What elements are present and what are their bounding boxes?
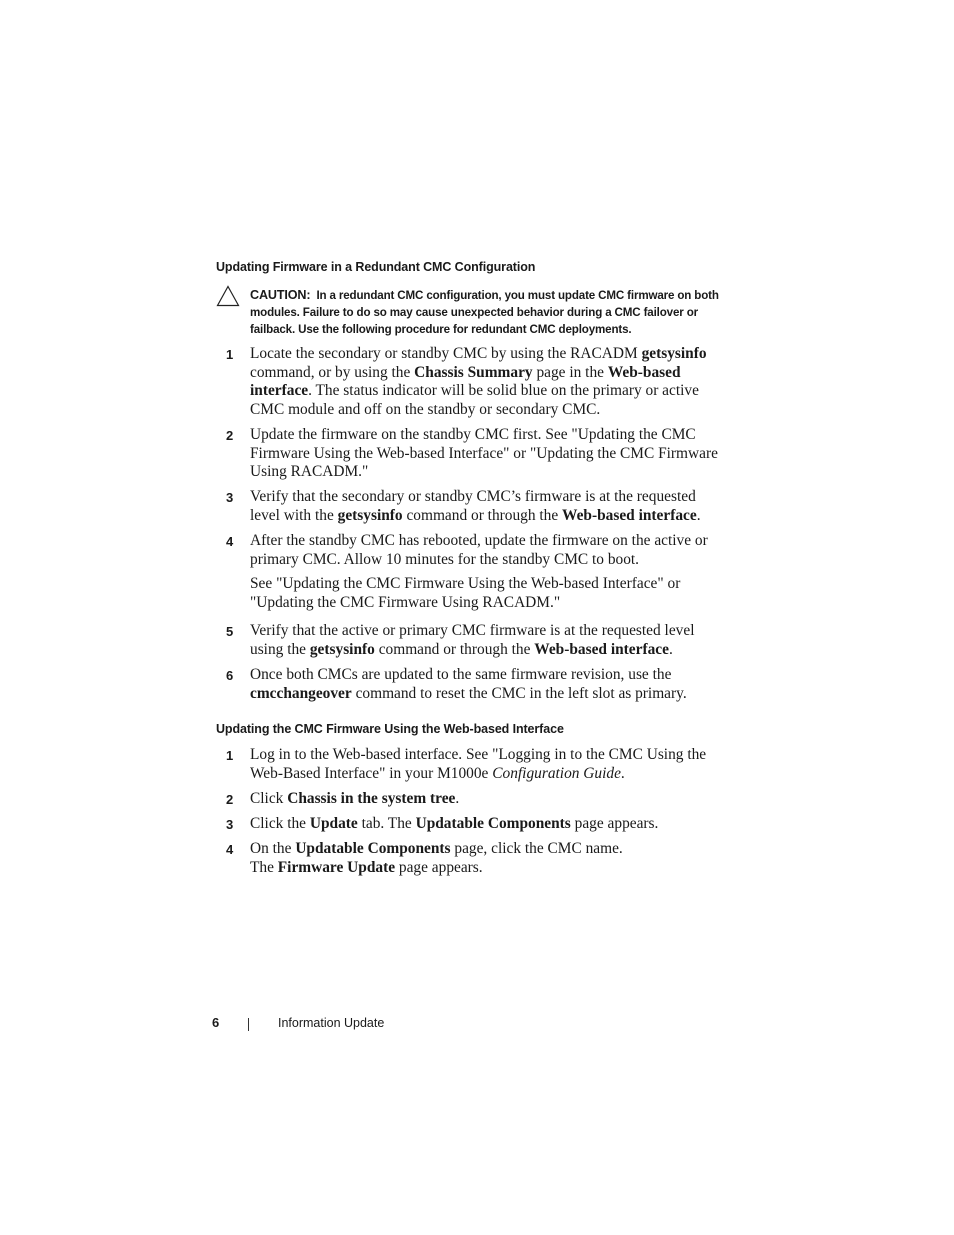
footer-title: Information Update — [278, 1016, 385, 1030]
step-number: 1 — [226, 748, 234, 763]
step-text: Locate the secondary or standby CMC by using the RACADM getsysinfo command, or by using the Chassis Summary page in the Web-based interface. The status indicator will be solid blue on the primary or active CMC module and off on the standby or secondary CMC. — [250, 345, 707, 419]
step-number: 2 — [226, 792, 234, 807]
step-text: Once both CMCs are updated to the same firmware revision, use the cmcchangeover command to reset the CMC in the left slot as primary. — [250, 666, 687, 702]
caution-text — [250, 287, 730, 338]
step-note: See "Updating the CMC Firmware Using the Web-based Interface" or "Updating the CMC Firmware Using RACADM." — [250, 575, 681, 611]
step-number: 5 — [226, 624, 234, 639]
step-text: After the standby CMC has rebooted, update the firmware on the active or primary CMC. Allow 10 minutes for the standby CMC to boot. — [250, 532, 708, 568]
step-number: 6 — [226, 668, 234, 683]
step-text: Click the Update tab. The Updatable Components page appears. — [250, 815, 659, 832]
step-text: Update the firmware on the standby CMC first. See "Updating the CMC Firmware Using the Web-based Interface" or "Updating the CMC Firmware Using RACADM." — [250, 426, 718, 481]
step-number: 4 — [226, 842, 234, 857]
section-heading-redundant: Updating Firmware in a Redundant CMC Configuration — [216, 260, 536, 274]
step-number: 4 — [226, 534, 234, 549]
section-heading-web-update: Updating the CMC Firmware Using the Web-based Interface — [216, 722, 564, 736]
step-number: 3 — [226, 817, 234, 832]
footer-divider — [248, 1018, 249, 1031]
caution-label: CAUTION: — [250, 288, 311, 302]
step-number: 1 — [226, 347, 234, 362]
step-number: 3 — [226, 490, 234, 505]
page-number: 6 — [212, 1015, 220, 1030]
step-text: Verify that the active or primary CMC firmware is at the requested level using the getsysinfo command or through the Web-based interface. — [250, 622, 695, 658]
step-text: Click Chassis in the system tree. — [250, 790, 460, 807]
step-text: On the Updatable Components page, click the CMC name. The Firmware Update page appears. — [250, 840, 623, 876]
step-number: 2 — [226, 428, 234, 443]
caution-triangle-icon — [216, 285, 240, 307]
step-text: Log in to the Web-based interface. See "Logging in to the CMC Using the Web-Based Interface" in your M1000e Configuration Guide. — [250, 746, 707, 782]
caution-body: In a redundant CMC configuration, you must update CMC firmware on both modules. Failure to do so may cause unexpected behavior during a CMC failover or failback. Use the following procedure for redundant CMC deployments. — [250, 289, 719, 336]
step-text: Verify that the secondary or standby CMC’s firmware is at the requested level with the getsysinfo command or through the Web-based interface. — [250, 488, 701, 524]
